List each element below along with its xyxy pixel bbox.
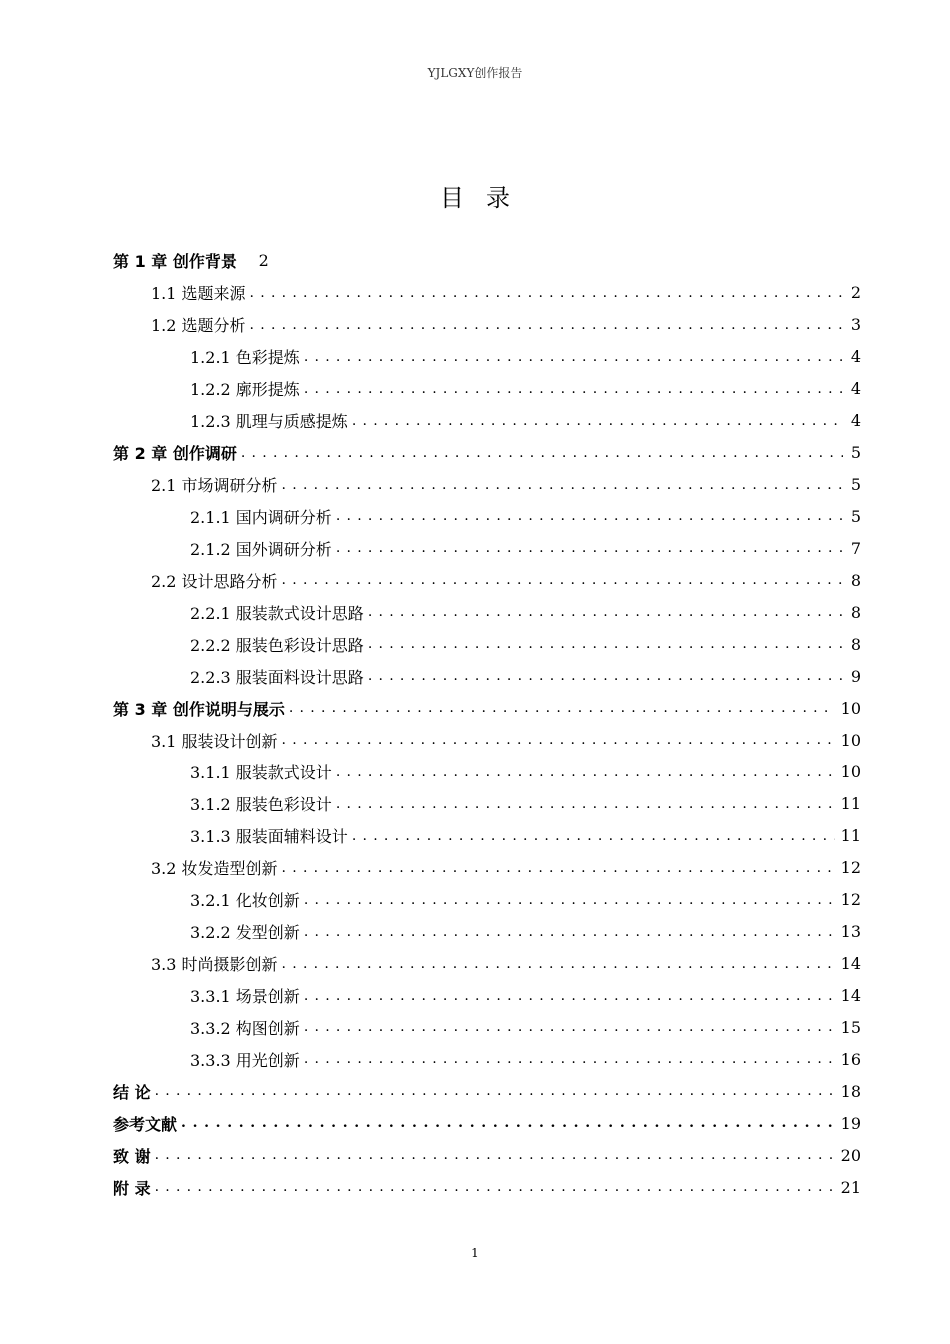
toc-entry[interactable] xyxy=(113,692,861,724)
toc-entry-label: 2.1.1 国内调研分析 xyxy=(190,507,332,527)
toc-entry-label: 3.3.3 用光创新 xyxy=(190,1050,300,1070)
toc-entry-label: 第 3 章 创作说明与展示 xyxy=(113,699,285,719)
toc-entry-page: 12 xyxy=(840,858,861,878)
toc-entry-page: 10 xyxy=(840,730,861,750)
toc-dot-leader xyxy=(155,1178,835,1196)
toc-dot-leader xyxy=(368,603,843,621)
toc-dot-leader xyxy=(250,284,843,302)
toc-entry[interactable] xyxy=(113,1012,861,1044)
toc-entry-page: 14 xyxy=(840,954,861,974)
toc-entry-page: 3 xyxy=(850,315,861,335)
toc-dot-leader xyxy=(282,859,835,877)
toc-entry[interactable] xyxy=(113,980,861,1012)
toc-entry-page: 8 xyxy=(850,602,861,622)
toc-entry-page: 4 xyxy=(850,379,861,399)
toc-entry[interactable] xyxy=(113,948,861,980)
toc-dot-leader xyxy=(282,955,835,973)
toc-dot-leader xyxy=(155,1146,835,1164)
toc-entry[interactable] xyxy=(113,1171,861,1203)
toc-dot-leader xyxy=(250,316,843,334)
toc-entry[interactable] xyxy=(113,852,861,884)
toc-entry[interactable] xyxy=(113,756,861,788)
toc-dot-leader xyxy=(368,667,843,685)
toc-entry-page: 18 xyxy=(840,1081,861,1101)
toc-entry-label: 1.2.2 廓形提炼 xyxy=(190,380,300,400)
toc-entry[interactable] xyxy=(113,1139,861,1171)
toc-entry[interactable] xyxy=(113,437,861,469)
toc-entry-page: 8 xyxy=(850,570,861,590)
toc-entry[interactable] xyxy=(113,820,861,852)
toc-entry[interactable] xyxy=(113,277,861,309)
toc-entry-label: 参考文献 xyxy=(113,1114,178,1134)
toc-dot-leader xyxy=(336,507,843,525)
toc-entry-label: 1.1 选题来源 xyxy=(151,284,246,304)
toc-entry-page: 16 xyxy=(840,1049,861,1069)
toc-entry-label: 3.2.2 发型创新 xyxy=(190,923,300,943)
toc-entry-label: 第 2 章 创作调研 xyxy=(113,444,237,464)
toc-entry-label: 2.1.2 国外调研分析 xyxy=(190,539,332,559)
toc-entry-label: 结 论 xyxy=(113,1082,151,1102)
toc-dot-leader xyxy=(304,1050,835,1068)
toc-dot-leader xyxy=(289,699,835,717)
toc-entry[interactable] xyxy=(113,341,861,373)
toc-dot-leader xyxy=(304,923,835,941)
toc-entry-page: 12 xyxy=(840,890,861,910)
toc-entry-page: 13 xyxy=(840,922,861,942)
toc-entry-label: 1.2.3 肌理与质感提炼 xyxy=(190,412,348,432)
toc-entry-page: 10 xyxy=(840,762,861,782)
toc-entry-page: 4 xyxy=(850,411,861,431)
toc-entry-page: 2 xyxy=(850,283,861,303)
toc-entry[interactable] xyxy=(113,596,861,628)
toc-entry-page: 5 xyxy=(850,506,861,526)
toc-entry-page: 10 xyxy=(840,698,861,718)
toc-entry[interactable] xyxy=(113,788,861,820)
toc-entry-page: 4 xyxy=(850,347,861,367)
toc-dot-leader xyxy=(304,1018,835,1036)
page-number: 1 xyxy=(471,1246,479,1260)
toc-entry-page: 19 xyxy=(840,1113,861,1133)
toc-dot-leader xyxy=(155,1082,835,1100)
toc-entry-label: 3.1.3 服装面辅料设计 xyxy=(190,827,348,847)
toc-dot-leader xyxy=(304,348,843,366)
toc-dot-leader xyxy=(282,571,843,589)
toc-entry-page: 9 xyxy=(850,666,861,686)
toc-entry-page: 20 xyxy=(840,1145,861,1165)
toc-dot-leader xyxy=(304,891,835,909)
toc-entry-page: 14 xyxy=(840,986,861,1006)
toc-entry-label: 3.3.1 场景创新 xyxy=(190,987,300,1007)
toc-entry[interactable] xyxy=(113,309,861,341)
toc-entry-label: 2.2 设计思路分析 xyxy=(151,571,278,591)
toc-entry-label: 3.1.1 服装款式设计 xyxy=(190,763,332,783)
toc-dot-leader xyxy=(368,635,843,653)
toc-dot-leader xyxy=(352,827,835,845)
toc-entry-page: 7 xyxy=(850,538,861,558)
toc-dot-leader xyxy=(181,1114,835,1132)
toc-entry-page: 21 xyxy=(840,1177,861,1197)
toc-entry[interactable] xyxy=(113,532,861,564)
toc-entry-label: 1.2 选题分析 xyxy=(151,316,246,336)
toc-entry[interactable] xyxy=(113,884,861,916)
toc-entry-label: 2.2.2 服装色彩设计思路 xyxy=(190,635,364,655)
toc-entry[interactable] xyxy=(113,405,861,437)
toc-entry-label: 致 谢 xyxy=(113,1146,151,1166)
toc-entry[interactable] xyxy=(113,628,861,660)
toc-dot-leader xyxy=(304,380,843,398)
toc-entry-page: 11 xyxy=(840,826,861,846)
toc-entry-label: 1.2.1 色彩提炼 xyxy=(190,348,300,368)
table-of-contents xyxy=(113,245,861,1203)
toc-entry-page: 5 xyxy=(850,443,861,463)
toc-entry[interactable] xyxy=(113,660,861,692)
toc-entry-label: 3.3.2 构图创新 xyxy=(190,1018,300,1038)
toc-entry[interactable] xyxy=(113,1107,861,1139)
toc-entry[interactable] xyxy=(113,245,861,277)
toc-dot-leader xyxy=(304,987,835,1005)
toc-dot-leader xyxy=(241,444,843,462)
toc-entry[interactable] xyxy=(113,469,861,501)
toc-entry-label: 附 录 xyxy=(113,1178,151,1198)
toc-entry[interactable] xyxy=(113,916,861,948)
toc-entry-label: 3.1.2 服装色彩设计 xyxy=(190,795,332,815)
toc-entry-page: 15 xyxy=(840,1017,861,1037)
toc-entry-label: 2.1 市场调研分析 xyxy=(151,476,278,496)
toc-entry-label: 第 1 章 创作背景 xyxy=(113,252,237,272)
toc-entry[interactable] xyxy=(113,1043,861,1075)
toc-entry-label: 2.2.3 服装面料设计思路 xyxy=(190,667,364,687)
toc-entry-label: 3.3 时尚摄影创新 xyxy=(151,955,278,975)
toc-entry[interactable] xyxy=(113,373,861,405)
toc-entry[interactable] xyxy=(113,1075,861,1107)
toc-dot-leader xyxy=(336,795,835,813)
toc-dot-leader xyxy=(282,476,843,494)
toc-entry-label: 3.1 服装设计创新 xyxy=(151,731,278,751)
toc-entry-page: 2 xyxy=(258,251,269,271)
page-header: YJLGXY创作报告 xyxy=(427,66,523,80)
toc-entry-label: 3.2.1 化妆创新 xyxy=(190,891,300,911)
toc-entry-label: 2.2.1 服装款式设计思路 xyxy=(190,603,364,623)
toc-entry-page: 5 xyxy=(850,475,861,495)
toc-dot-leader xyxy=(336,539,843,557)
toc-entry[interactable] xyxy=(113,724,861,756)
toc-dot-leader xyxy=(352,412,843,430)
toc-dot-leader xyxy=(282,731,835,749)
toc-entry[interactable] xyxy=(113,564,861,596)
toc-entry-label: 3.2 妆发造型创新 xyxy=(151,859,278,879)
toc-entry-page: 8 xyxy=(850,634,861,654)
toc-title: 目录 xyxy=(440,184,532,212)
toc-entry[interactable] xyxy=(113,501,861,533)
toc-entry-page: 11 xyxy=(840,794,861,814)
toc-dot-leader xyxy=(336,763,835,781)
